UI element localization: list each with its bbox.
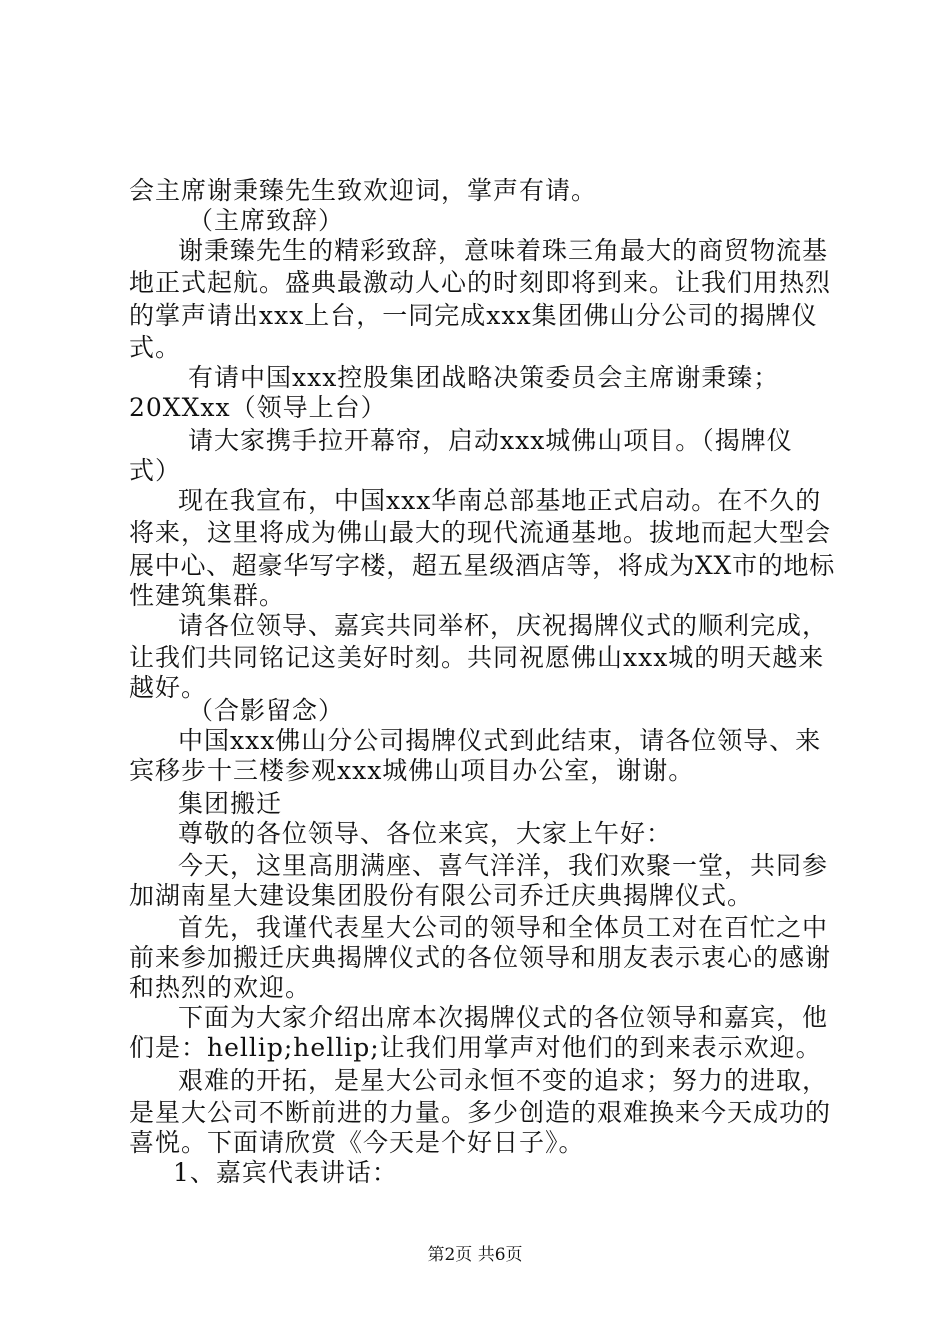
paragraph-line: 的掌声请出xxx上台，一同完成xxx集团佛山分公司的揭牌仪	[129, 301, 818, 330]
paragraph-line: 前来参加搬迁庆典揭牌仪式的各位领导和朋友表示衷心的感谢	[129, 943, 832, 972]
paragraph-line: 宾移步十三楼参观xxx城佛山项目办公室，谢谢。	[129, 756, 695, 785]
paragraph-line: 们是：hellip;hellip;让我们用掌声对他们的到来表示欢迎。	[129, 1033, 822, 1062]
paragraph-line: 艰难的开拓，是星大公司永恒不变的追求；努力的进取，	[178, 1066, 829, 1095]
paragraph-line: 首先，我谨代表星大公司的领导和全体员工对在百忙之中	[178, 913, 829, 942]
paragraph-line: 展中心、超豪华写字楼，超五星级酒店等，将成为XX市的地标	[129, 551, 835, 580]
paragraph-line: 中国xxx佛山分公司揭牌仪式到此结束，请各位领导、来	[178, 726, 822, 755]
paragraph-line: 喜悦。下面请欣赏《今天是个好日子》。	[129, 1128, 585, 1157]
paragraph-line: 越好。	[129, 673, 208, 702]
paragraph-line: 和热烈的欢迎。	[129, 973, 312, 1002]
paragraph-line: 将来，这里将成为佛山最大的现代流通基地。拔地而起大型会	[129, 518, 832, 547]
paragraph-line: 式）	[129, 456, 182, 485]
paragraph-line: 1、嘉宾代表讲话：	[173, 1158, 398, 1187]
paragraph-line: 会主席谢秉臻先生致欢迎词，掌声有请。	[129, 176, 598, 205]
section-heading: 集团搬迁	[178, 789, 283, 818]
paragraph-line: 请各位领导、嘉宾共同举杯，庆祝揭牌仪式的顺利完成，	[178, 611, 829, 640]
paragraph-line: 尊敬的各位领导、各位来宾，大家上午好：	[178, 819, 673, 848]
paragraph-line: 是星大公司不断前进的力量。多少创造的艰难换来今天成功的	[129, 1098, 832, 1127]
paragraph-line: 有请中国xxx控股集团战略决策委员会主席谢秉臻；	[188, 363, 780, 392]
paragraph-line: 地正式起航。盛典最激动人心的时刻即将到来。让我们用热烈	[129, 268, 832, 297]
paragraph-line: 让我们共同铭记这美好时刻。共同祝愿佛山xxx城的明天越来	[129, 643, 825, 672]
paragraph-line: 式。	[129, 333, 182, 362]
paragraph-line: 20XXxx（领导上台）	[129, 393, 387, 422]
paragraph-line: （主席致辞）	[188, 206, 345, 235]
paragraph-line: 性建筑集群。	[129, 581, 286, 610]
paragraph-line: 请大家携手拉开幕帘，启动xxx城佛山项目。（揭牌仪	[188, 426, 793, 455]
paragraph-line: 下面为大家介绍出席本次揭牌仪式的各位领导和嘉宾，他	[178, 1003, 829, 1032]
page-footer: 第2页 共6页	[427, 1245, 523, 1265]
paragraph-line: 加湖南星大建设集团股份有限公司乔迁庆典揭牌仪式。	[129, 881, 754, 910]
paragraph-line: 现在我宣布，中国xxx华南总部基地正式启动。在不久的	[178, 486, 822, 515]
paragraph-line: 今天，这里高朋满座、喜气洋洋，我们欢聚一堂，共同参	[178, 851, 829, 880]
paragraph-line: （合影留念）	[188, 696, 345, 725]
paragraph-line: 谢秉臻先生的精彩致辞，意味着珠三角最大的商贸物流基	[178, 236, 829, 265]
